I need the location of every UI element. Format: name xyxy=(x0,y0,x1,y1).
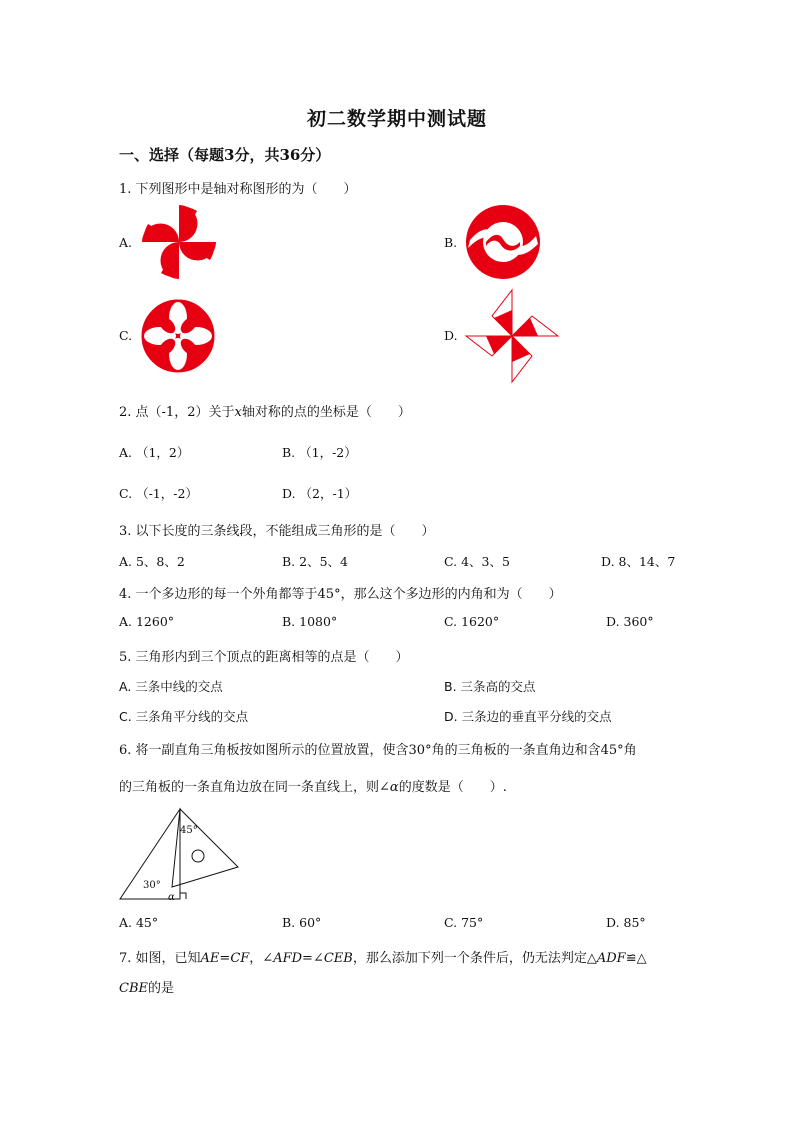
question-7-line-1: 7. 如图，已知AE=CF，∠AFD=∠CEB，那么添加下列一个条件后，仍无法判定△ADF≌△ xyxy=(119,951,647,966)
q3-option-a: A. 5、8、2 xyxy=(119,554,185,569)
q2-option-c: C. （-1，-2） xyxy=(119,486,198,501)
page-title: 初二数学期中测试题 xyxy=(306,108,487,130)
question-4-stem: 4. 一个多边形的每一个外角都等于45°，那么这个多边形的内角和为（ ） xyxy=(119,587,562,602)
q6-option-c: C. 75° xyxy=(444,915,484,930)
question-1-stem: 1. 下列图形中是轴对称图形的为（ ） xyxy=(119,182,357,197)
q4-option-d: D. 360° xyxy=(606,614,654,629)
q1-option-d-label: D. xyxy=(444,328,458,343)
q5-option-c: C. 三条角平分线的交点 xyxy=(119,709,249,724)
q1-option-b-label: B. xyxy=(444,235,458,250)
q6-triangle-figure xyxy=(118,806,244,904)
q3-option-b: B. 2、5、4 xyxy=(282,554,348,569)
q1-option-c-label: C. xyxy=(119,328,133,343)
q5-option-a: A. 三条中线的交点 xyxy=(119,679,223,694)
q1-windmill-figure xyxy=(464,288,560,384)
q6-option-b: B. 60° xyxy=(282,915,322,930)
question-5-stem: 5. 三角形内到三个顶点的距离相等的点是（ ） xyxy=(119,650,409,665)
q5-option-d: D. 三条边的垂直平分线的交点 xyxy=(444,709,612,724)
q2-option-a: A. （1，2） xyxy=(119,445,190,460)
question-2-stem: 2. 点（-1，2）关于x轴对称的点的坐标是（ ） xyxy=(119,405,411,420)
question-3-stem: 3. 以下长度的三条线段，不能组成三角形的是（ ） xyxy=(119,524,435,539)
question-6-line-2: 的三角板的一条直角边放在同一条直线上，则∠α的度数是（ ）. xyxy=(119,780,507,795)
question-6-line-1: 6. 将一副直角三角板按如图所示的位置放置，使含30°角的三角板的一条直角边和含45°角 xyxy=(119,743,637,758)
q3-option-d: D. 8、14、7 xyxy=(601,554,676,569)
question-7-line-2: CBE的是 xyxy=(119,981,175,996)
q1-ring-logo-figure xyxy=(464,204,542,280)
q3-option-c: C. 4、3、5 xyxy=(444,554,510,569)
q2-option-d: D. （2，-1） xyxy=(282,486,358,501)
fig-label-30: 30° xyxy=(143,880,161,891)
fig-label-alpha: α xyxy=(168,892,175,903)
q4-option-c: C. 1620° xyxy=(444,614,500,629)
q2-option-b: B. （1，-2） xyxy=(282,445,357,460)
fig-label-45: 45° xyxy=(180,825,198,836)
q4-option-b: B. 1080° xyxy=(282,614,338,629)
q1-pinwheel-figure xyxy=(140,203,218,281)
section-heading: 一、选择（每题3分，共36分） xyxy=(119,146,331,164)
q1-flower-circle-figure xyxy=(140,298,216,374)
q1-option-a-label: A. xyxy=(119,235,133,250)
q5-option-b: B. 三条高的交点 xyxy=(444,679,536,694)
q6-option-a: A. 45° xyxy=(119,915,159,930)
q4-option-a: A. 1260° xyxy=(119,614,175,629)
q6-option-d: D. 85° xyxy=(606,915,646,930)
